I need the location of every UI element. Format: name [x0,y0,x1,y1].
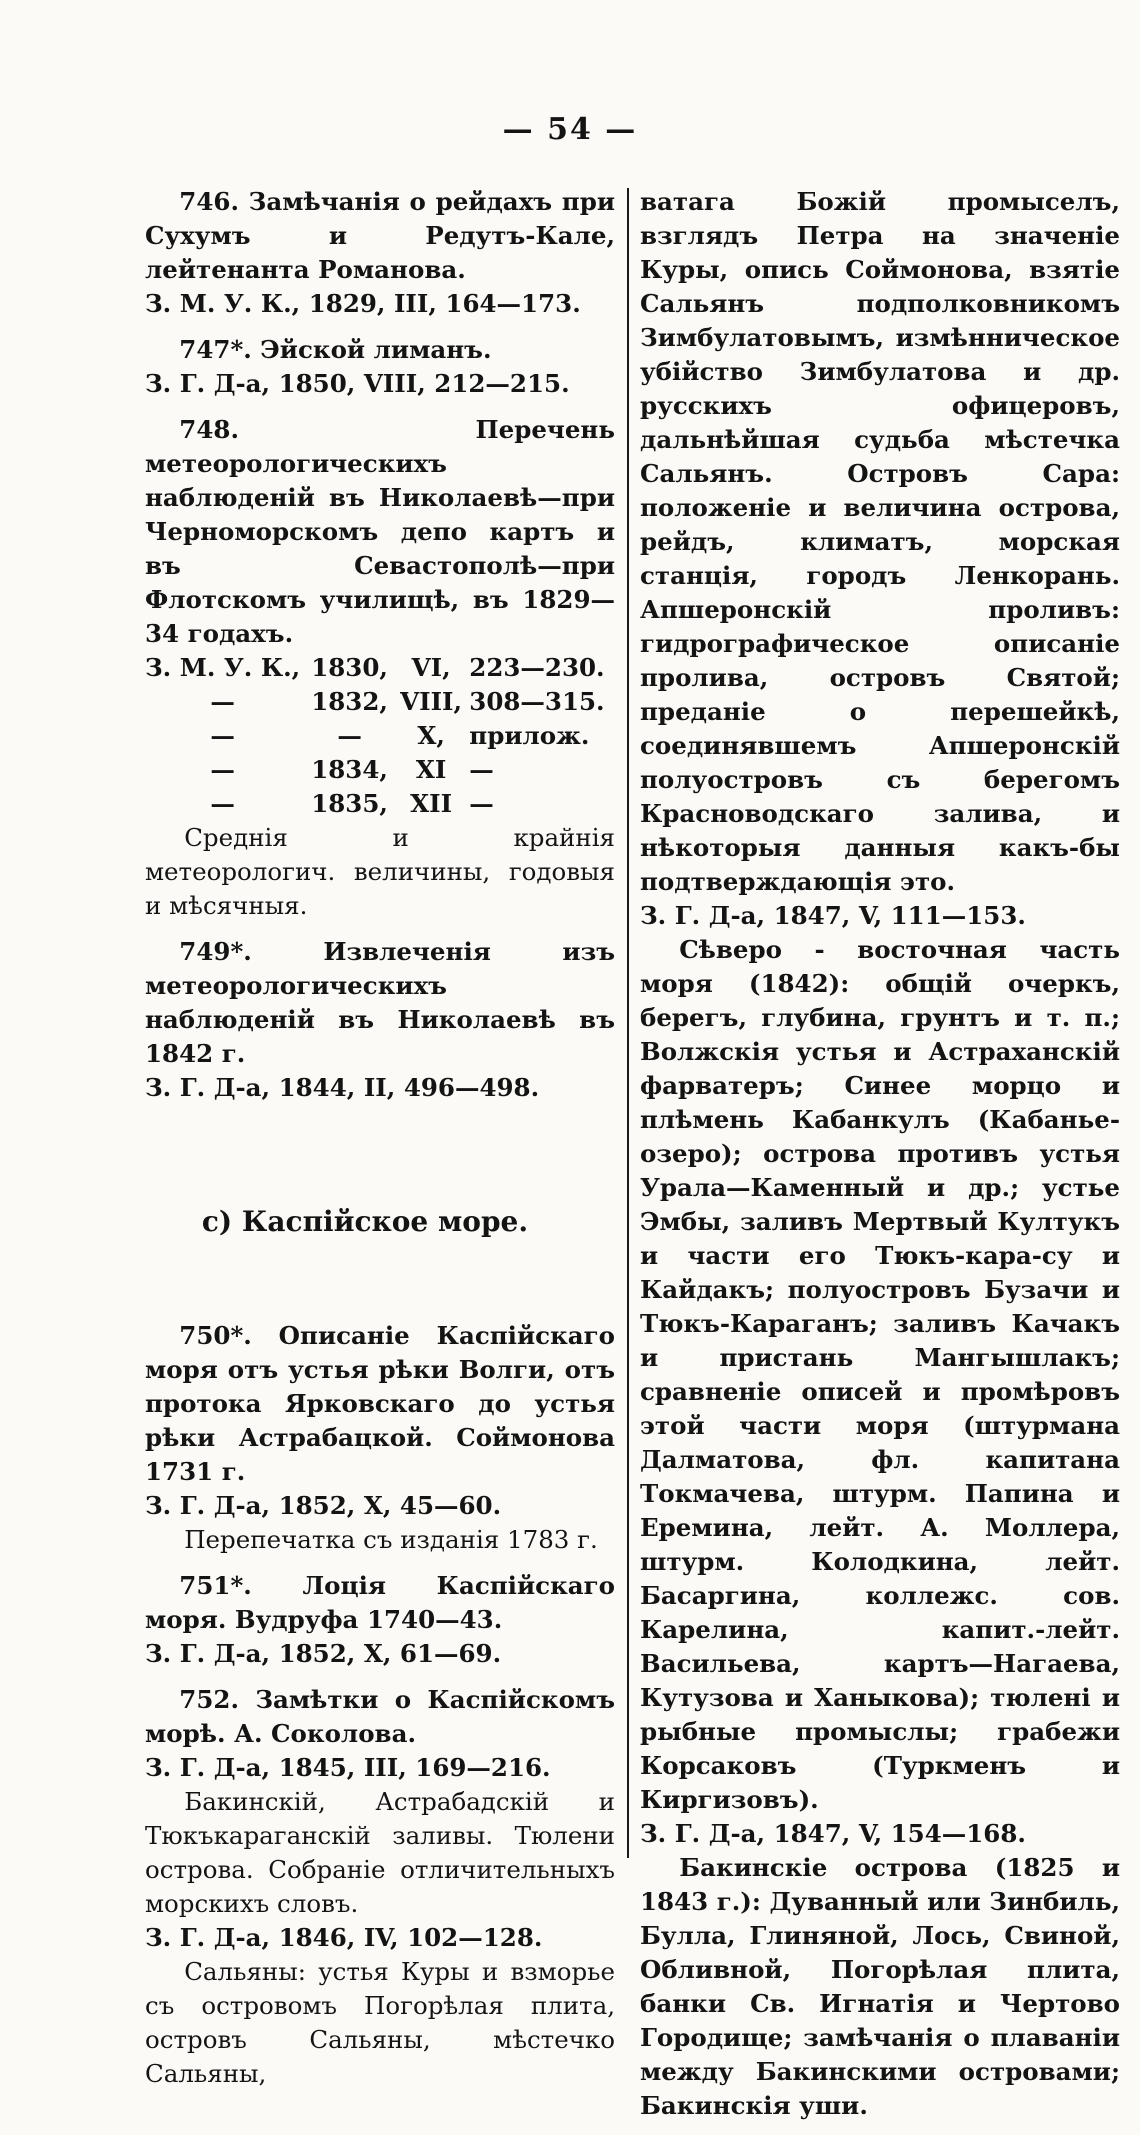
entry-note: Сальяны: устья Куры и взморье съ островомъ Погорѣлая плита, островъ Сальяны, мѣстечко Сальяны, [145,1957,615,2088]
entry-note: Бакинскіе острова (1825 и 1843 г.): Дуванный или Зинбиль, Булла, Глиняной, Лось, Свиной, Обливной, Погорѣлая плита, банки Св. Игнатія и Чертово Городище; замѣчанія о плаваніи между Бакинскими островами; Бакинскія уши. [640,1853,1120,2120]
entry-title: 752. Замѣтки о Каспійскомъ морѣ. А. Соколова. [145,1685,615,1748]
entry-source: З. Г. Д-а, 1846, IV, 102—128. [145,1923,543,1952]
table-row [145,719,615,753]
table-cell: З. М. У. К., [145,653,301,682]
table-cell: 1832, [311,687,388,716]
entry-source: З. Г. Д-а, 1850, VIII, 212—215. [145,369,570,398]
table-cell: VIII, [400,687,463,716]
entry-note: Среднія и крайнія метеорологич. величины, годовыя и мѣсячныя. [145,823,615,920]
table-cell: 1835, [311,789,388,818]
table-cell: — [337,721,362,750]
entry-title: 749*. Извлеченія изъ метеорологическихъ наблюденій въ Николаевѣ въ 1842 г. [145,937,615,1068]
right-column [640,185,1120,2135]
entry-751 [145,1569,615,1671]
left-column [145,185,615,2103]
entry-source: З. Г. Д-а, 1844, II, 496—498. [145,1073,540,1102]
entry-title: 750*. Описаніе Каспійскаго моря отъ устья рѣки Волги, отъ протока Ярковскаго до устья рѣки Астрабацкой. Соймонова 1731 г. [145,1321,615,1486]
table-cell: VI, [411,653,451,682]
entry-747 [145,333,615,401]
section-heading: c) Каспійское море. [201,1205,529,1238]
table-cell: — [469,755,494,784]
table-cell: X, [417,721,445,750]
entry-note: Бакинскій, Астрабадскій и Тюкъкараганскій заливы. Тюлени острова. Собраніе отличительныхъ морскихъ словъ. [145,1787,615,1918]
table-cell: 1830, [311,653,388,682]
table-cell: 1834, [311,755,388,784]
entry-note-continued: ватага Божій промыселъ, взглядъ Петра на значеніе Куры, опись Соймонова, взятіе Сальянъ подполковникомъ Зимбулатовымъ, измѣнническое убійство Зимбулатова и др. русскихъ офицеровъ, дальнѣйшая судьба мѣстечка Сальянъ. Островъ Сара: положеніе и величина острова, рейдъ, климатъ, морская станція, городъ Ленкорань. Апшеронскій проливъ: гидрографическое описаніе пролива, островъ Святой; преданіе о перешейкѣ, соединявшемъ Апшеронскій полуостровъ съ берегомъ Красноводскаго залива, и нѣкоторыя данныя какъ-бы подтверждающія это. [640,187,1120,896]
entry-note: Сѣверо - восточная часть моря (1842): общій очеркъ, берегъ, глубина, грунтъ и т. п.; Волжскія устья и Астраханскій фарватеръ; Синее морцо и плѣмень Кабанкулъ (Кабанье-озеро); острова противъ устья Урала—Каменный и др.; устье Эмбы, заливъ Мертвый Култукъ и части его Тюкъ-кара-су и Кайдакъ; полуостровъ Бузачи и Тюкъ-Караганъ; заливъ Качакъ и пристань Мангышлакъ; сравненіе описей и промѣровъ этой части моря (штурмана Далматова, фл. капитана Токмачева, штурм. Папина и Еремина, лейт. А. Моллера, штурм. Колодкина, лейт. Басаргина, коллежс. сов. Карелина, капит.-лейт. Васильева, картъ—Нагаева, Кутузова и Ханыкова); тюлені и рыбные промыслы; грабежи Корсаковъ (Туркменъ и Киргизовъ). [640,935,1120,1814]
table-row [145,685,615,719]
source-table [145,651,615,821]
table-row [145,787,615,821]
entry-source: З. Г. Д-а, 1845, III, 169—216. [145,1753,551,1782]
entry-source: З. М. У. К., 1829, III, 164—173. [145,289,581,318]
entry-source: З. Г. Д-а, 1847, V, 111—153. [640,901,1026,930]
table-cell: — [210,755,235,784]
entry-752-continued [640,185,1120,2123]
table-cell: 223—230. [469,653,605,682]
entry-title: 746. Замѣчанія о рейдахъ при Сухумъ и Редутъ-Кале, лейтенанта Романова. [145,187,615,284]
page-number: — 54 — [502,112,638,147]
entry-source: З. Г. Д-а, 1852, X, 45—60. [145,1491,502,1520]
entry-title: 747*. Эйской лиманъ. [179,335,492,364]
entry-title: 748. Перечень метеорологическихъ наблюденій въ Николаевѣ—при Черноморскомъ депо картъ и въ Севастополѣ—при Флотскомъ училищѣ, въ 1829—34 годахъ. [145,415,615,648]
entry-749 [145,935,615,1105]
entry-title: 751*. Лоція Каспійскаго моря. Вудруфа 1740—43. [145,1571,615,1634]
table-cell: XII [410,789,453,818]
table-cell: — [210,687,235,716]
table-cell: — [210,721,235,750]
entry-748 [145,413,615,923]
entry-source: З. Г. Д-а, 1847, V, 154—168. [640,1819,1026,1848]
column-divider [627,188,629,1858]
entry-note: Перепечатка съ изданія 1783 г. [184,1525,598,1554]
table-cell: — [210,789,235,818]
entry-746 [145,185,615,321]
table-cell: 308—315. [469,687,605,716]
table-cell: — [469,789,494,818]
table-row [145,753,615,787]
table-row [145,651,615,685]
table-cell: прилож. [469,721,590,750]
table-cell: XI [415,755,447,784]
entry-750 [145,1319,615,1557]
entry-source: З. Г. Д-а, 1852, X, 61—69. [145,1639,502,1668]
entry-752 [145,1683,615,2091]
